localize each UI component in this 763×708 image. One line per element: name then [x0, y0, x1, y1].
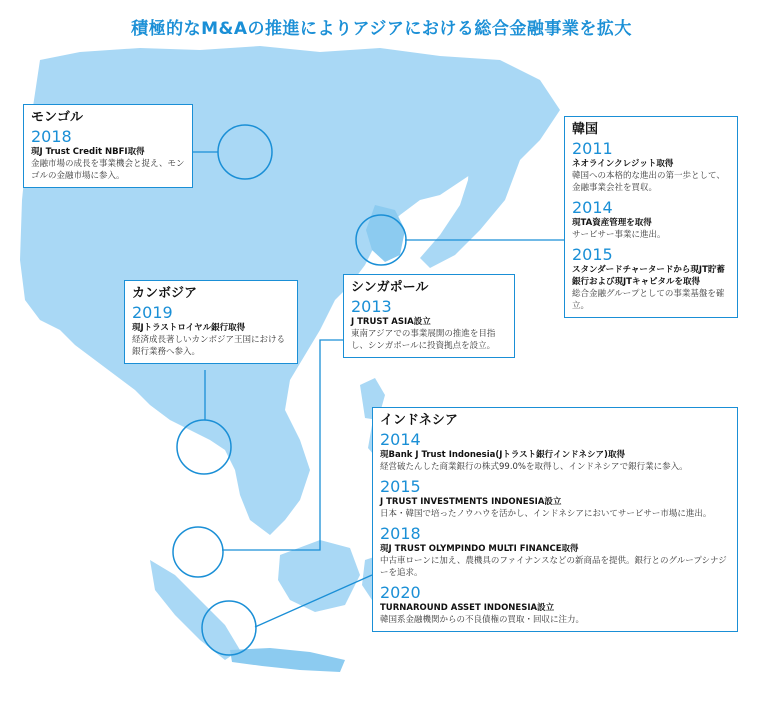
entry-heading: 現Jトラストロイヤル銀行取得 [132, 323, 246, 333]
year-label: 2013 [351, 297, 392, 316]
entry [380, 477, 730, 520]
entry-description: 中古車ローンに加え、農機具のファイナンスなどの新商品を提供。銀行とのグループシナジーを追求。 [380, 556, 727, 578]
entry-description: 東南アジアでの事業展開の推進を目指し、シンガポールに投資拠点を設立。 [351, 329, 496, 351]
entry [572, 139, 730, 194]
entry-heading: 現TA資産管理を取得 [572, 218, 652, 228]
entry-description: 経営破たんした商業銀行の株式99.0%を取得し、インドネシアで銀行業に参入。 [380, 462, 688, 472]
entry-description: 日本・韓国で培ったノウハウを活かし、インドネシアにおいてサービサー市場に進出。 [380, 509, 712, 519]
entry-heading: J TRUST INVESTMENTS INDONESIA設立 [380, 497, 562, 507]
entry-description: 金融市場の成長を事業機会と捉え、モンゴルの金融市場に参入。 [31, 159, 185, 181]
indonesia-box [372, 407, 738, 632]
entry-description: サービサー事業に進出。 [572, 230, 666, 240]
singapore-box [343, 274, 515, 358]
borneo-shape [278, 540, 360, 612]
entry-heading: 現J TRUST OLYMPINDO MULTI FINANCE取得 [380, 544, 579, 554]
entry [132, 303, 290, 358]
singapore-location-circle [173, 527, 223, 577]
entry-description: 経済成長著しいカンボジア王国における銀行業務へ参入。 [132, 335, 286, 357]
entry-description: 総合金融グループとしての事業基盤を確立。 [572, 289, 725, 311]
sumatra-shape [150, 560, 240, 660]
year-label: 2015 [380, 477, 421, 496]
year-label: 2019 [132, 303, 173, 322]
entry-description: 韓国系金融機関からの不良債権の買取・回収に注力。 [380, 615, 585, 625]
entry [572, 245, 730, 312]
entry-heading: ネオラインクレジット取得 [572, 159, 674, 169]
entry-heading: TURNAROUND ASSET INDONESIA設立 [380, 603, 555, 613]
country-label: モンゴル [31, 110, 84, 125]
mongolia-box [23, 104, 193, 188]
cambodia-box [124, 280, 298, 364]
entry-heading: スタンダードチャータードから現JT貯蓄銀行および現JTキャピタルを取得 [572, 265, 725, 287]
country-label: カンボジア [132, 286, 198, 301]
korea-box [564, 116, 738, 318]
year-label: 2015 [572, 245, 613, 264]
year-label: 2011 [572, 139, 613, 158]
year-label: 2018 [31, 127, 72, 146]
page-title: 積極的なM&Aの推進によりアジアにおける総合金融事業を拡大 [131, 19, 632, 39]
entry [380, 524, 730, 579]
year-label: 2018 [380, 524, 421, 543]
year-label: 2014 [572, 198, 613, 217]
entry-description: 韓国への本格的な進出の第一歩として、金融事業会社を買収。 [572, 171, 725, 193]
entry [380, 583, 730, 626]
entry-heading: 現J Trust Credit NBFI取得 [31, 147, 145, 157]
entry [380, 430, 730, 473]
entry-heading: J TRUST ASIA設立 [351, 317, 431, 327]
country-label: 韓国 [572, 122, 599, 137]
country-label: インドネシア [380, 413, 458, 428]
entry [351, 297, 507, 352]
java-shape [230, 648, 345, 672]
entry [31, 127, 185, 182]
country-label: シンガポール [351, 280, 429, 295]
entry-heading: 現Bank J Trust Indonesia(Jトラスト銀行インドネシア)取得 [380, 450, 625, 460]
year-label: 2020 [380, 583, 421, 602]
entry [572, 198, 730, 241]
year-label: 2014 [380, 430, 421, 449]
